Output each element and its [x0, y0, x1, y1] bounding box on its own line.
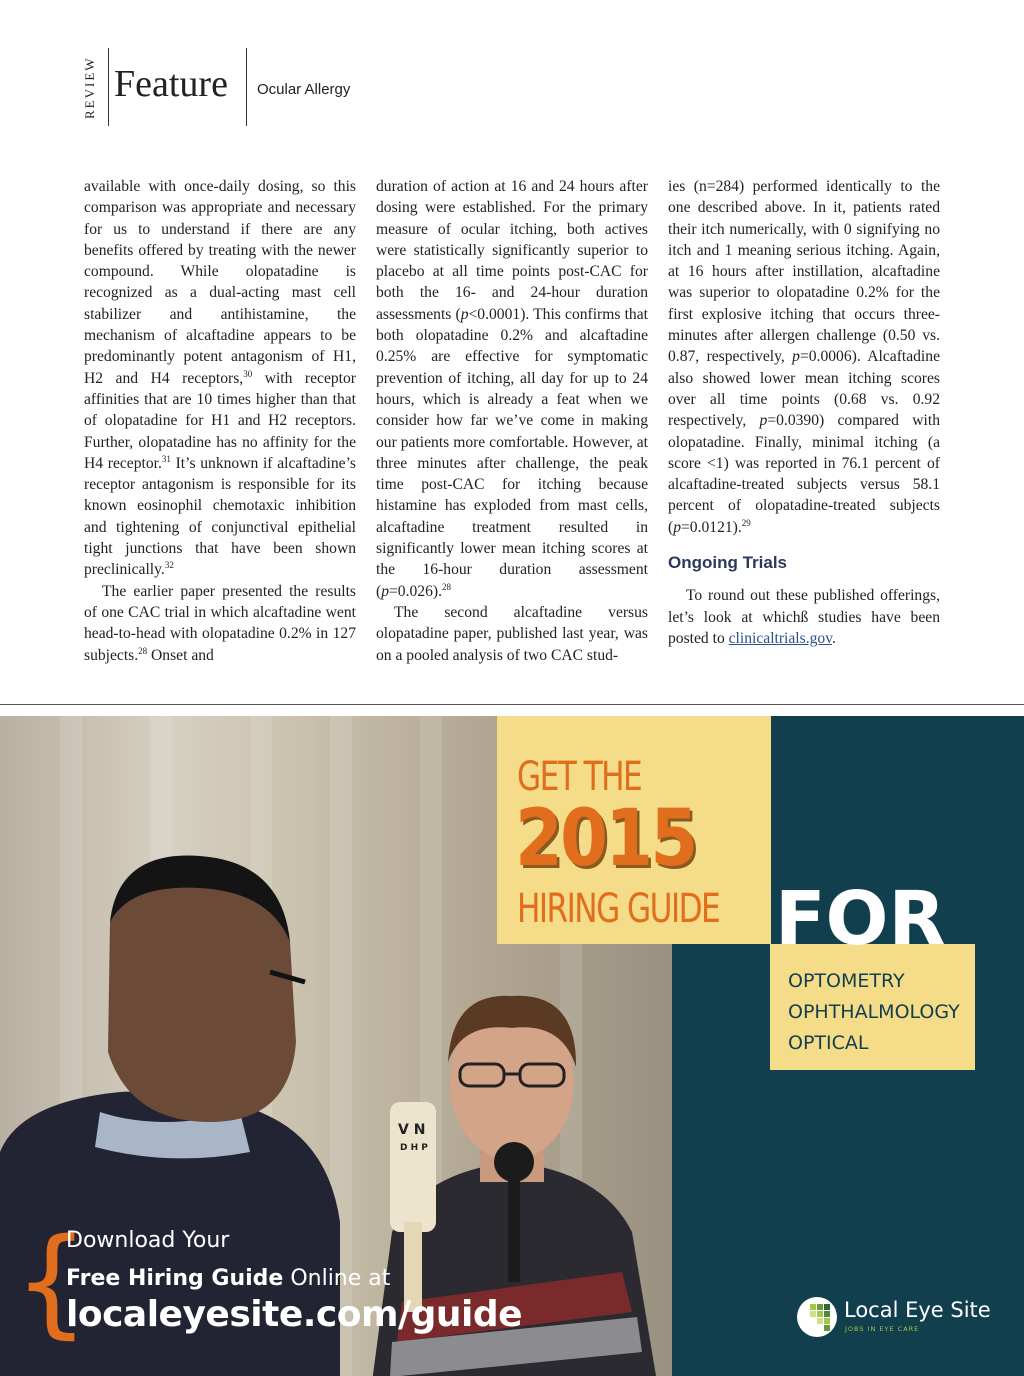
paragraph [84, 581, 356, 666]
section-label: REVIEW [82, 56, 97, 120]
paragraph [668, 585, 940, 649]
text: <0.0001). This confirms that both olopatadine 0.2% and alcaftadine 0.25% are effective for symptomatic prevention of itching, all day for up to 24 hours, which is already a feat when we consider how far we’ve come in making our patients more comfortable. However, at three minutes after challenge, the peak time post-CAC for itching because histamine has exploded from mast cells, alcaftadine treatment resulted in significantly lower mean itching scores at the 16-hour duration assessment ( [376, 305, 648, 600]
profession-optometry: OPTOMETRY [788, 970, 905, 992]
p-value-symbol: p [381, 582, 389, 600]
reference: 29 [741, 517, 751, 528]
download-text: Download Your [66, 1228, 230, 1253]
text: The earlier paper presented the results of one CAC trial in which alcaftadine went head-to-head with olopatadine 0.2% in 127 subjects. [84, 582, 356, 664]
paragraph [376, 176, 648, 602]
text: Onset and [147, 646, 214, 664]
reference: 30 [243, 368, 253, 379]
text: available with once-daily dosing, so this comparison was appropriate and necessary for us to understand if there are any benefits offered by treating with the newer compound. While olopatadine is recognized as a dual-acting mast cell stabilizer and antihistamine, the mechanism of alcaftadine appears to be predominantly potent antagonism of H1, H2 and H4 receptors, [84, 178, 356, 387]
text: The second alcaftadine versus olopatadine paper, published last year, was on a pooled analysis of two CAC stud- [376, 603, 648, 664]
paragraph [376, 602, 648, 666]
p-value-symbol: p [759, 412, 768, 430]
feature-title: Feature [114, 63, 228, 105]
p-value-symbol: p [673, 518, 681, 536]
text: =0.0006). Alcaftadine also showed lower mean itching scores over all time points (0.68 vs. 0.92 respectively, [668, 348, 940, 430]
p-value-symbol: p [460, 305, 469, 323]
eye-chart-letters: D H P [400, 1143, 428, 1153]
header-divider [246, 48, 247, 126]
brand-name: Local Eye Site [844, 1298, 991, 1322]
text: ies (n=284) performed identically to the one described above. In it, patients rated their itch numerically, with 0 signifying no itch and 1 meaning serious itching. Again, at 16 hours after instillation, alcaftadine was superior to olopatadine 0.2% for the first explosive itching that occurs three-minutes after allergen challenge (0.50 vs. 0.87, respectively, [668, 178, 940, 366]
reference: 28 [138, 645, 148, 656]
text: . [832, 629, 836, 647]
article-column-2 [376, 176, 648, 666]
reference: 28 [441, 581, 451, 592]
free-guide-bold: Free Hiring Guide [66, 1266, 284, 1291]
reference: 32 [164, 560, 174, 571]
p-value-symbol: p [792, 348, 800, 366]
text: It’s unknown if alcaftadine’s receptor antagonism is responsible for its known eosinophil chemotaxic inhibition and tightening of conjunctival epithelial tight junctions that have been shown preclinically. [84, 454, 356, 579]
text: =0.0390) compared with olopatadine. Finally, minimal itching (a score <1) was reported in 76.1 percent of alcaftadine-treated subjects versus 58.1 percent of olopatadine-treated subjects ( [668, 412, 940, 536]
ad-headline-year: 2015 [515, 794, 696, 884]
section-heading: Ongoing Trials [668, 553, 788, 573]
page-divider [0, 704, 1024, 705]
ad-headline-get-the: GET THE [517, 754, 642, 800]
text: duration of action at 16 and 24 hours after dosing were established. For the primary measure of ocular itching, both actives were statistically significantly superior to placebo at all time points post-CAC for both the 16- and 24-hour duration assessments ( [376, 178, 648, 323]
profession-optical: OPTICAL [788, 1032, 869, 1054]
text: =0.0121). [681, 518, 742, 536]
article-column-1 [84, 176, 356, 666]
paragraph [668, 176, 940, 538]
eye-chart-letters: V N [398, 1122, 426, 1138]
local-eye-site-logo-icon [796, 1296, 838, 1338]
ad-headline-hiring-guide: HIRING GUIDE [517, 886, 720, 932]
text: To round out these published offerings, let’s look at whichß studies have been posted to [668, 587, 940, 647]
text: with receptor affinities that are 10 times higher than that of olopatadine for H1 and H2 receptors. Further, olopatadine has no affinity for the H4 receptor. [84, 369, 356, 472]
clinicaltrials-link[interactable]: clinicaltrials.gov [728, 629, 832, 647]
paragraph [84, 176, 356, 581]
brand-tagline: JOBS IN EYE CARE [845, 1325, 920, 1333]
text: =0.026). [389, 582, 442, 600]
header-divider [108, 48, 109, 126]
hiring-guide-ad[interactable] [0, 716, 1024, 1376]
guide-url-link[interactable]: localeyesite.com/guide [66, 1294, 523, 1335]
profession-ophthalmology: OPHTHALMOLOGY [788, 1001, 960, 1023]
topic-label: Ocular Allergy [257, 81, 351, 98]
online-at-text: Online at [283, 1266, 391, 1291]
reference: 31 [161, 453, 171, 464]
article-column-3 [668, 176, 940, 649]
brace-icon: { [14, 1212, 90, 1350]
ad-headline-for: FOR [775, 876, 946, 962]
free-guide-text [66, 1266, 390, 1291]
